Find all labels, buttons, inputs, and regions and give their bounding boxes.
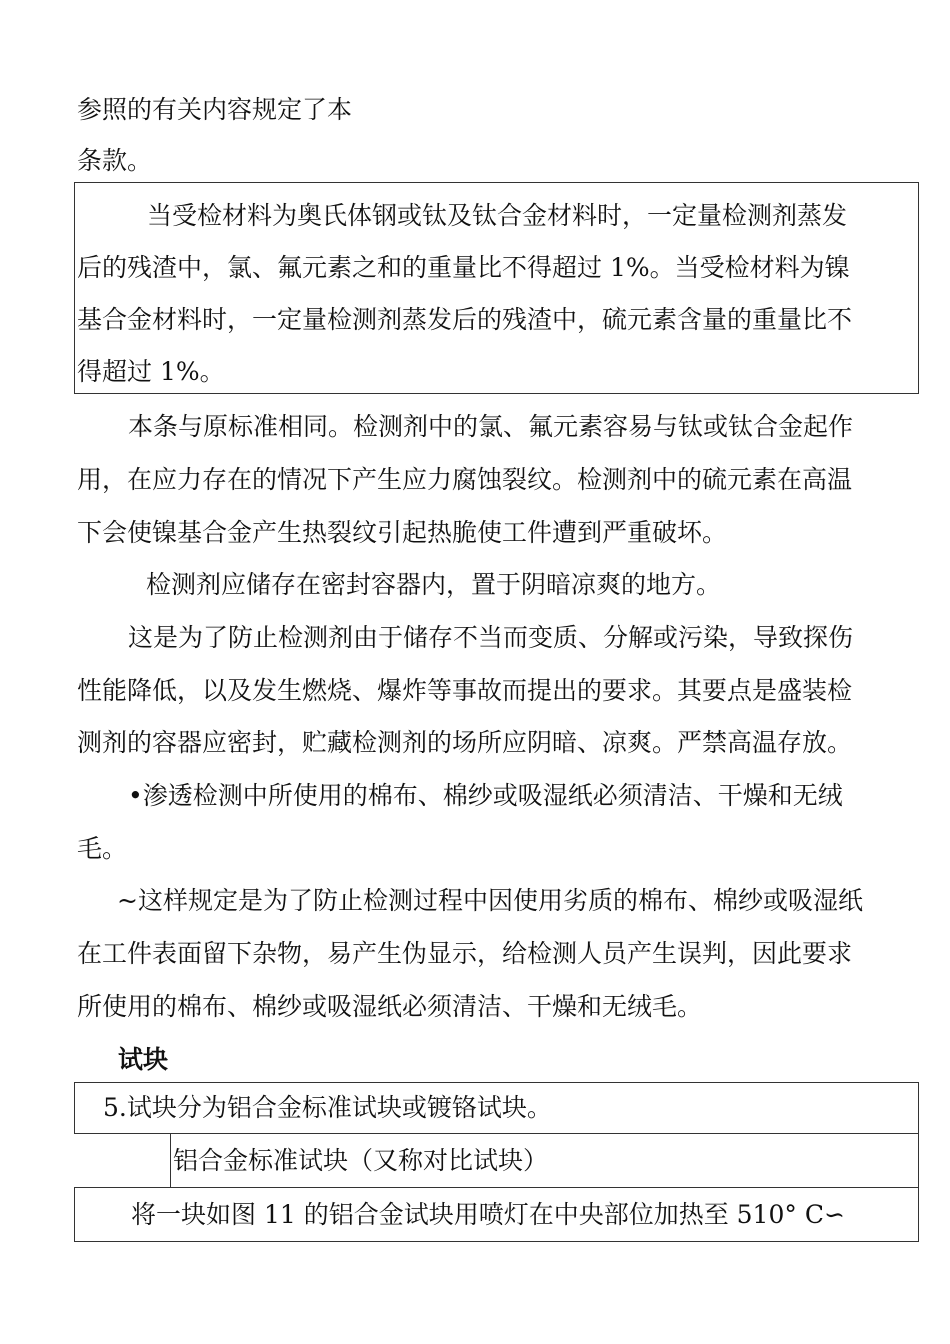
paragraph-line: •渗透检测中所使用的棉布、棉纱或吸湿纸必须清洁、干燥和无绒 [128,781,843,810]
paragraph-line: 本条与原标准相同。检测剂中的氯、氟元素容易与钛或钛合金起作 [128,412,854,441]
section-heading: 试块 [118,1045,169,1074]
intro-line-2: 条款。 [77,146,153,175]
test-block-row-2 [170,1133,919,1188]
table-cell-text: 铝合金标准试块（又称对比试块） [173,1146,549,1175]
intro-line-1: 参照的有关内容规定了本 [77,95,353,124]
paragraph-line: 测剂的容器应密封，贮藏检测剂的场所应阴暗、凉爽。严禁高温存放。 [77,728,853,757]
paragraph-line: ~这样规定是为了防止检测过程中因使用劣质的棉布、棉纱或吸湿纸 [117,886,863,915]
requirement-line: 得超过 1%。 [77,357,225,386]
paragraph-line: 这是为了防止检测剂由于储存不当而变质、分解或污染，导致探伤 [128,623,854,652]
paragraph-line: 毛。 [77,834,128,863]
table-cell-text: 5.试块分为铝合金标准试块或镀铬试块。 [103,1093,552,1122]
table-cell-text: 将一块如图 11 的铝合金试块用喷灯在中央部位加热至 510° C∽ [131,1200,845,1229]
test-block-row-3 [74,1187,919,1242]
paragraph-line: 用，在应力存在的情况下产生应力腐蚀裂纹。检测剂中的硫元素在高温 [77,465,853,494]
requirement-line: 后的残渣中，氯、氟元素之和的重量比不得超过 1%。当受检材料为镍 [77,253,850,282]
requirement-line: 基合金材料时，一定量检测剂蒸发后的残渣中，硫元素含量的重量比不 [77,305,853,334]
paragraph-line: 性能降低，以及发生燃烧、爆炸等事故而提出的要求。其要点是盛装检 [77,676,853,705]
storage-rule: 检测剂应储存在密封容器内，置于阴暗凉爽的地方。 [146,570,722,599]
paragraph-line: 在工件表面留下杂物，易产生伪显示，给检测人员产生误判，因此要求 [77,939,853,968]
requirement-line: 当受检材料为奥氏体钢或钛及钛合金材料时，一定量检测剂蒸发 [147,201,848,230]
paragraph-line: 下会使镍基合金产生热裂纹引起热脆使工件遭到严重破坏。 [77,518,728,547]
paragraph-line: 所使用的棉布、棉纱或吸湿纸必须清洁、干燥和无绒毛。 [77,992,703,1021]
requirement-box [74,182,919,394]
test-block-row-1 [74,1082,919,1134]
